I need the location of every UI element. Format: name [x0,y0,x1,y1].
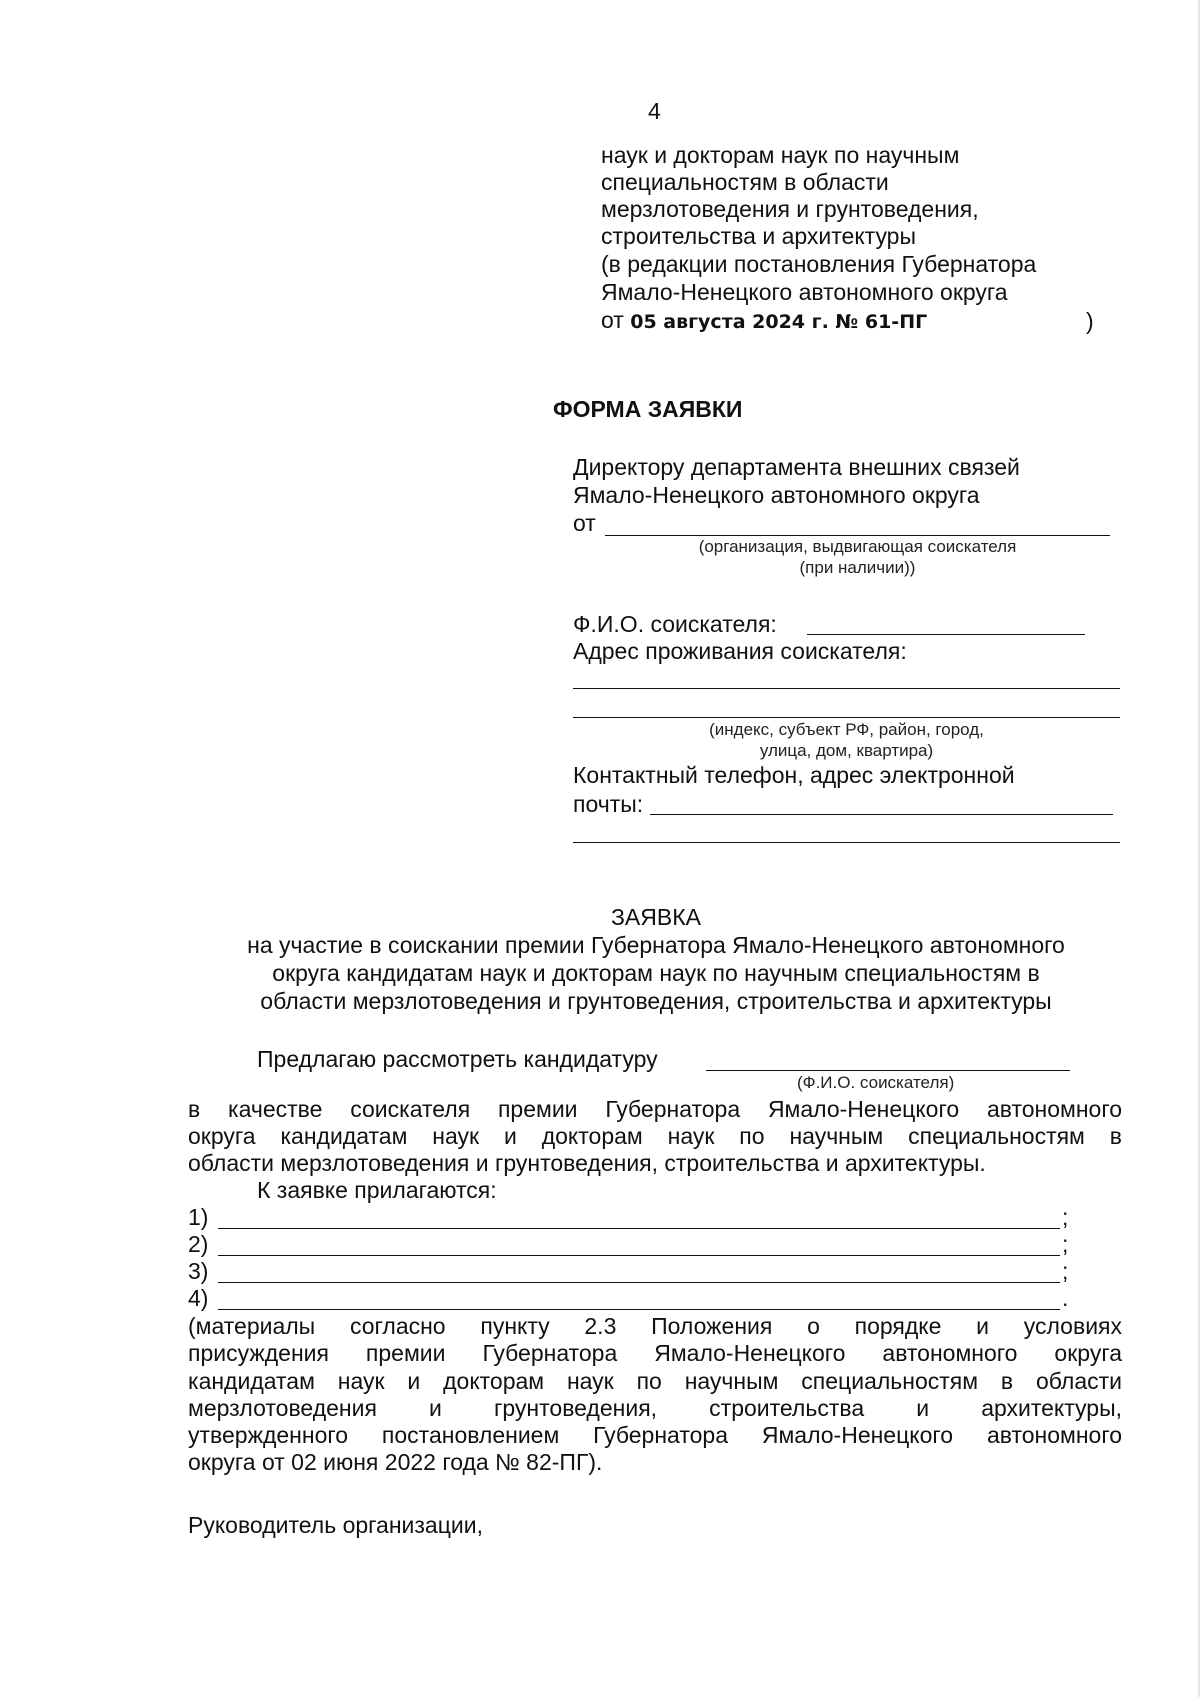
body-line-1: в качестве соискателя премии Губернатора Ямало-Ненецкого автономного [188,1096,1122,1122]
date-prefix: от [601,307,624,333]
attachment-num-1: 1) [188,1204,209,1230]
header-line-3: мерзлотоведения и грунтоведения, [601,196,979,222]
header-line-6: Ямало-Ненецкого автономного округа [601,279,1008,305]
materials-line-5: утвержденного постановлением Губернатора Ямало-Ненецкого автономного [188,1422,1122,1448]
fio-label: Ф.И.О. соискателя: [573,611,777,637]
attachment-field-3[interactable] [218,1282,1060,1283]
application-subtitle-1: на участие в соискании премии Губернатора Ямало-Ненецкого автономного [247,932,1065,958]
attachments-label: К заявке прилагаются: [257,1177,497,1203]
fio-field-line[interactable] [807,634,1085,635]
attachment-field-1[interactable] [218,1228,1060,1229]
body-line-3: области мерзлотоведения и грунтоведения, строительства и архитектуры. [188,1150,986,1176]
attachment-num-3: 3) [188,1258,209,1284]
form-title: ФОРМА ЗАЯВКИ [553,396,743,422]
contact-field-line-1[interactable] [650,814,1113,815]
contact-label-2: почты: [573,791,644,817]
header-line-2: специальностям в области [601,169,889,195]
address-hint-1: (индекс, субъект РФ, район, город, [709,720,984,739]
attachment-end-4: . [1062,1285,1069,1311]
attachment-num-4: 4) [188,1285,209,1311]
attachment-end-2: ; [1062,1231,1069,1257]
materials-line-2: присуждения премии Губернатора Ямало-Ненецкого автономного округа [188,1340,1122,1366]
materials-line-4: мерзлотоведения и грунтоведения, строительства и архитектуры, [188,1395,1122,1421]
address-field-line-1[interactable] [573,688,1120,689]
propose-text: Предлагаю рассмотреть кандидатуру [257,1046,658,1072]
body-line-2: округа кандидатам наук и докторам наук по научным специальностям в [188,1123,1122,1149]
application-subtitle-2: округа кандидатам наук и докторам наук по научным специальностям в [272,960,1040,986]
closing-paren: ) [1086,308,1094,334]
address-label: Адрес проживания соискателя: [573,638,907,664]
page-number: 4 [648,98,661,124]
from-label: от [573,510,596,536]
header-date-line [601,307,927,336]
from-hint-1: (организация, выдвигающая соискателя [698,537,1017,556]
candidate-field-line[interactable] [706,1070,1070,1071]
header-line-1: наук и докторам наук по научным [601,142,960,168]
materials-line-6: округа от 02 июня 2022 года № 82-ПГ). [188,1449,603,1475]
from-hint-2: (при наличии)) [799,558,916,577]
addressee-line-2: Ямало-Ненецкого автономного округа [573,482,980,508]
contact-label-1: Контактный телефон, адрес электронной [573,762,1015,788]
materials-line-1: (материалы согласно пункту 2.3 Положения о порядке и условиях [188,1313,1122,1339]
candidate-hint: (Ф.И.О. соискателя) [797,1073,955,1092]
signature-label: Руководитель организации, [188,1512,483,1538]
application-subtitle-3: области мерзлотоведения и грунтоведения, строительства и архитектуры [260,988,1052,1014]
attachment-end-1: ; [1062,1204,1069,1230]
attachment-num-2: 2) [188,1231,209,1257]
materials-line-3: кандидатам наук и докторам наук по научным специальностям в области [188,1368,1122,1394]
contact-field-line-2[interactable] [573,842,1120,843]
header-line-5: (в редакции постановления Губернатора [601,251,1037,277]
attachment-field-4[interactable] [218,1309,1060,1310]
application-title: ЗАЯВКА [611,904,701,930]
addressee-line-1: Директору департамента внешних связей [573,454,1020,480]
attachment-field-2[interactable] [218,1255,1060,1256]
address-field-line-2[interactable] [573,717,1120,718]
header-line-4: строительства и архитектуры [601,223,917,249]
attachment-end-3: ; [1062,1258,1069,1284]
date-value: 05 августа 2024 г. № 61-ПГ [630,311,928,333]
address-hint-2: улица, дом, квартира) [759,741,934,760]
